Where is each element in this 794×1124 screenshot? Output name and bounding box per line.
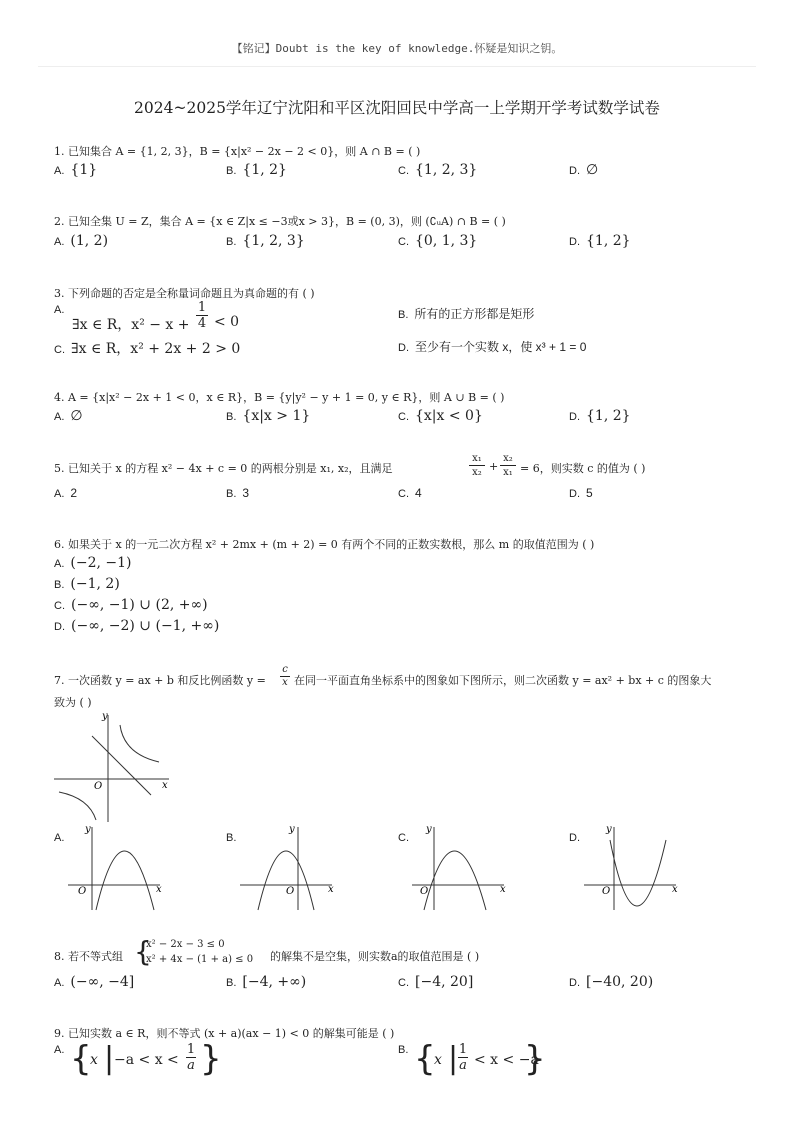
- q2-option-c[interactable]: C. {0, 1, 3}: [398, 233, 478, 249]
- q7-stem-line2: 致为 ( ): [54, 696, 92, 709]
- q5-option-a[interactable]: A. 2: [54, 486, 78, 500]
- fig-origin-label: O: [94, 781, 103, 792]
- q4-option-b[interactable]: B. {x|x > 1}: [226, 408, 311, 424]
- left-brace-icon: {: [414, 1039, 436, 1079]
- page-title: 2024~2025学年辽宁沈阳和平区沈阳回民中学高一上学期开学考试数学试卷: [134, 99, 660, 117]
- q6-option-a[interactable]: A. (−2, −1): [54, 555, 132, 571]
- q7-main-figure: [54, 710, 174, 825]
- q6-option-d[interactable]: D. (−∞, −2) ∪ (−1, +∞): [54, 618, 220, 634]
- q2-option-d[interactable]: D. {1, 2}: [569, 233, 631, 249]
- q9-stem: 9. 已知实数 a ∈ R，则不等式 (x + a)(ax − 1) < 0 的解集可能是 ( ): [54, 1027, 395, 1040]
- q7-option-b[interactable]: [240, 822, 340, 912]
- q7-option-d-label: D.: [569, 832, 580, 844]
- motto: 【铭记】Doubt is the key of knowledge.怀疑是知识之钥。: [231, 42, 563, 55]
- q4-option-d[interactable]: D. {1, 2}: [569, 408, 631, 424]
- option-d-x-label: x: [672, 884, 678, 895]
- right-brace-icon: }: [524, 1039, 546, 1079]
- option-a-origin-label: O: [78, 886, 87, 897]
- q8-option-b[interactable]: B. [−4, +∞): [226, 974, 307, 990]
- q6-option-b[interactable]: B. (−1, 2): [54, 576, 120, 592]
- q9-option-b[interactable]: B. { x | 1 a < x < −a }: [398, 1039, 546, 1079]
- option-b-y-label: y: [289, 824, 295, 835]
- q1-option-c[interactable]: C. {1, 2, 3}: [398, 162, 478, 178]
- q5-option-d[interactable]: D. 5: [569, 486, 593, 500]
- q5-option-c[interactable]: C. 4: [398, 486, 422, 500]
- left-brace-icon: {: [70, 1039, 92, 1079]
- option-a-y-label: y: [85, 824, 91, 835]
- q8-option-a[interactable]: A. (−∞, −4]: [54, 974, 135, 990]
- q8-option-d[interactable]: D. [−40, 20): [569, 974, 654, 990]
- q9-option-a[interactable]: A. { x | −a < x < 1 a }: [54, 1039, 222, 1079]
- q8-option-c[interactable]: C. [−4, 20]: [398, 974, 474, 990]
- option-c-y-label: y: [426, 824, 432, 835]
- q7-option-c-label: C.: [398, 832, 409, 844]
- q3-option-c[interactable]: C. ∃x ∈ R，x² + 2x + 2 > 0: [54, 341, 241, 357]
- q6-stem: 6. 如果关于 x 的一元二次方程 x² + 2mx + (m + 2) = 0 有两个不同的正数实数根，那么 m 的取值范围为 ( ): [54, 538, 595, 551]
- q4-option-c[interactable]: C. {x|x < 0}: [398, 408, 483, 424]
- fig-y-label: y: [102, 711, 108, 722]
- q6-option-c[interactable]: C. (−∞, −1) ∪ (2, +∞): [54, 597, 208, 613]
- bar-icon: |: [104, 1041, 115, 1076]
- option-d-origin-label: O: [602, 886, 611, 897]
- option-a-x-label: x: [156, 884, 162, 895]
- q1-stem: 1. 已知集合 A = {1, 2, 3}，B = {x|x² − 2x − 2 < 0}，则 A ∩ B = ( ): [54, 145, 421, 158]
- brace-icon: {: [134, 935, 152, 968]
- q8-stem: 8. 若不等式组 { x² − 2x − 3 ≤ 0 x² + 4x − (1 + a) ≤ 0 的解集不是空集，则实数a的取值范围是 ( ): [54, 935, 480, 968]
- option-d-y-label: y: [606, 824, 612, 835]
- header-divider: [38, 66, 756, 67]
- bar-icon: |: [448, 1041, 459, 1076]
- q1-option-b[interactable]: B. {1, 2}: [226, 162, 287, 178]
- q5-option-b[interactable]: B. 3: [226, 486, 250, 500]
- q7-option-a[interactable]: [68, 822, 168, 912]
- q3-stem: 3. 下列命题的否定是全称量词命题且为真命题的有 ( ): [54, 287, 315, 300]
- q2-option-b[interactable]: B. {1, 2, 3}: [226, 233, 305, 249]
- option-c-origin-label: O: [420, 886, 429, 897]
- q7-option-b-label: B.: [226, 832, 237, 844]
- q7-option-d[interactable]: [584, 822, 684, 912]
- q2-stem: 2. 已知全集 U = Z，集合 A = {x ∈ Z|x ≤ −3或x > 3}，B = (0, 3)，则 (∁ᵤA) ∩ B = ( ): [54, 215, 506, 228]
- q4-stem: 4. A = {x|x² − 2x + 1 < 0，x ∈ R}，B = {y|y² − y + 1 = 0, y ∈ R}，则 A ∪ B = ( ): [54, 391, 505, 404]
- option-b-origin-label: O: [286, 886, 295, 897]
- q3-option-d[interactable]: D. 至少有一个实数 x，使 x³ + 1 = 0: [398, 340, 587, 354]
- fig-x-label: x: [162, 780, 168, 791]
- q2-option-a[interactable]: A. (1, 2): [54, 233, 109, 249]
- q7-option-a-label: A.: [54, 832, 65, 844]
- q5-stem: 5. 已知关于 x 的方程 x² − 4x + c = 0 的两根分别是 x₁, x₂，且满足 x₁ x₂ + x₂ x₁ = 6，则实数 c 的值为 ( ): [54, 453, 646, 478]
- q4-option-a[interactable]: A. ∅: [54, 408, 83, 424]
- q1-option-d[interactable]: D. ∅: [569, 162, 599, 178]
- q7-option-c[interactable]: [412, 822, 512, 912]
- right-brace-icon: }: [200, 1039, 222, 1079]
- option-c-x-label: x: [500, 884, 506, 895]
- q3-option-b[interactable]: B. 所有的正方形都是矩形: [398, 307, 535, 321]
- q7-stem: 7. 一次函数 y = ax + b 和反比例函数 y = c x 在同一平面直角坐标系中的图象如下图所示，则二次函数 y = ax² + bx + c 的图象大: [54, 664, 712, 688]
- option-b-x-label: x: [328, 884, 334, 895]
- q1-option-a[interactable]: A. {1}: [54, 162, 98, 178]
